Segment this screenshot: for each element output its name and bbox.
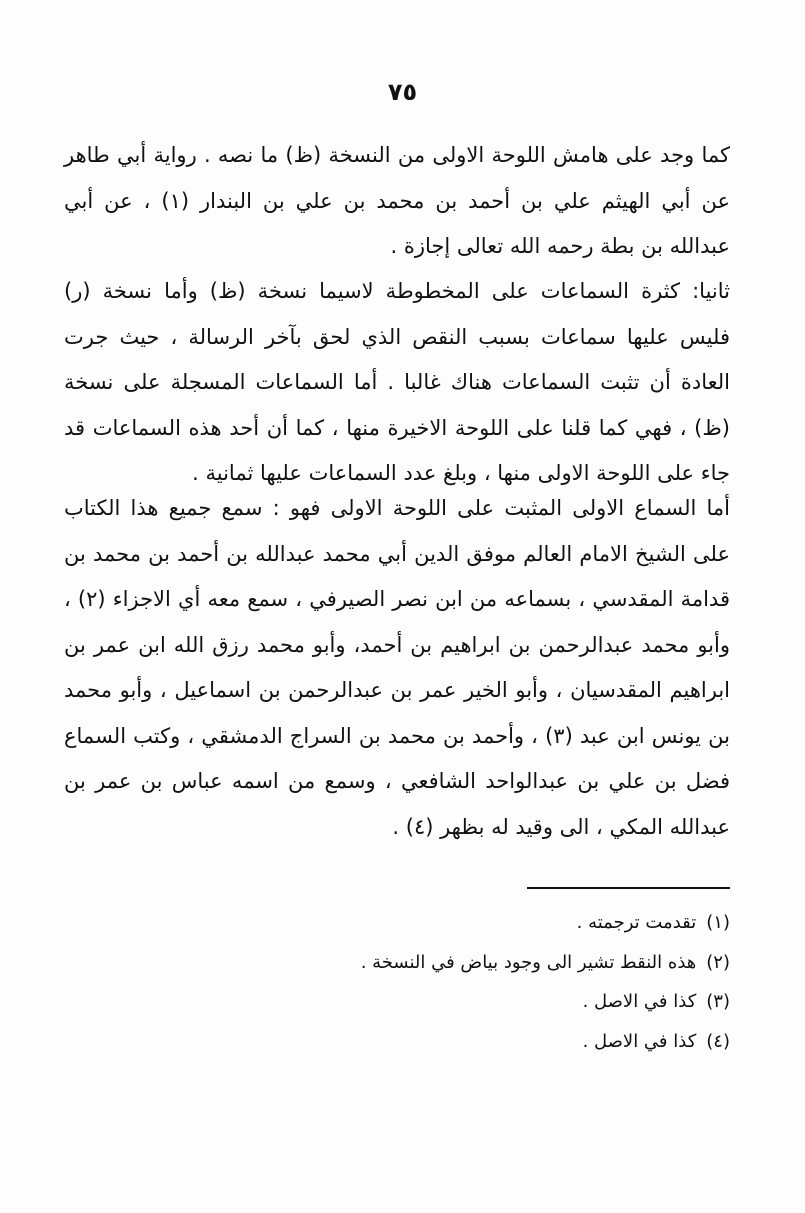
footnote-mark: (٤) (706, 1030, 730, 1052)
footnote-mark: (١) (706, 912, 730, 933)
paragraph-3: أما السماع الاولى المثبت على اللوحة الاولى فهو : سمع جميع هذا الكتاب على الشيخ الامام العالم موفق الدين أبي محمد عبدالله بن أحمد بن محمد بن قدامة المقدسي ، بسماعه من ابن نصر الصيرفي ، سمع معه أي الاجزاء (٢) ، وأبو محمد عبدالرحمن بن ابراهيم بن أحمد، وأبو محمد رزق الله ابن عمر بن ابراهيم المقدسيان ، وأبو الخير عمر بن عبدالرحمن بن اسماعيل ، وأبو محمد بن يونس ابن عبد (٣) ، وأحمد بن محمد بن السراج الدمشقي ، وكتب السماع فضل بن علي بن عبدالواحد الشافعي ، وسمع من اسمه عباس بن عمر بن عبدالله المكي ، الى وقيد له بظهر (٤) . (64, 496, 730, 839)
footnote-mark: (٢) (706, 951, 730, 973)
paragraph-2: ثانيا: كثرة السماعات على المخطوطة لاسيما نسخة (ظ) وأما نسخة (ر) فليس عليها سماعات بسبب النقص الذي لحق بآخر الرسالة ، حيث جرت العادة أن تثبت السماعات هناك غالبا . أما السماعات المسجلة على نسخة (ظ) ، فهي كما قلنا على اللوحة الاخيرة منها ، كما أن أحد هذه السماعات قد جاء على اللوحة الاولى منها ، وبلغ عدد السماعات عليها ثمانية . (64, 279, 730, 485)
footnote-text: كذا في الاصل . (582, 1030, 697, 1052)
footnote-text: هذه النقط تشير الى وجود بياض في النسخة . (360, 951, 697, 973)
paragraph-1: كما وجد على هامش اللوحة الاولى من النسخة (ظ) ما نصه . رواية أبي طاهر عن أبي الهيثم علي بن أحمد بن محمد بن علي بن البندار (١) ، عن أبي عبدالله بن بطة رحمه الله تعالى إجازة . (64, 143, 730, 258)
footnote-mark: (٣) (706, 991, 730, 1012)
footnote-4 (64, 1022, 730, 1062)
footnote-separator (527, 887, 730, 889)
footnote-2 (64, 943, 730, 983)
footnote-text: كذا في الاصل . (582, 991, 697, 1012)
footnote-1 (64, 903, 730, 943)
footnote-3 (64, 982, 730, 1022)
footnote-text: تقدمت ترجمته . (576, 912, 697, 933)
footnotes-list (64, 903, 730, 1061)
page-number: ٧٥ (387, 78, 418, 106)
